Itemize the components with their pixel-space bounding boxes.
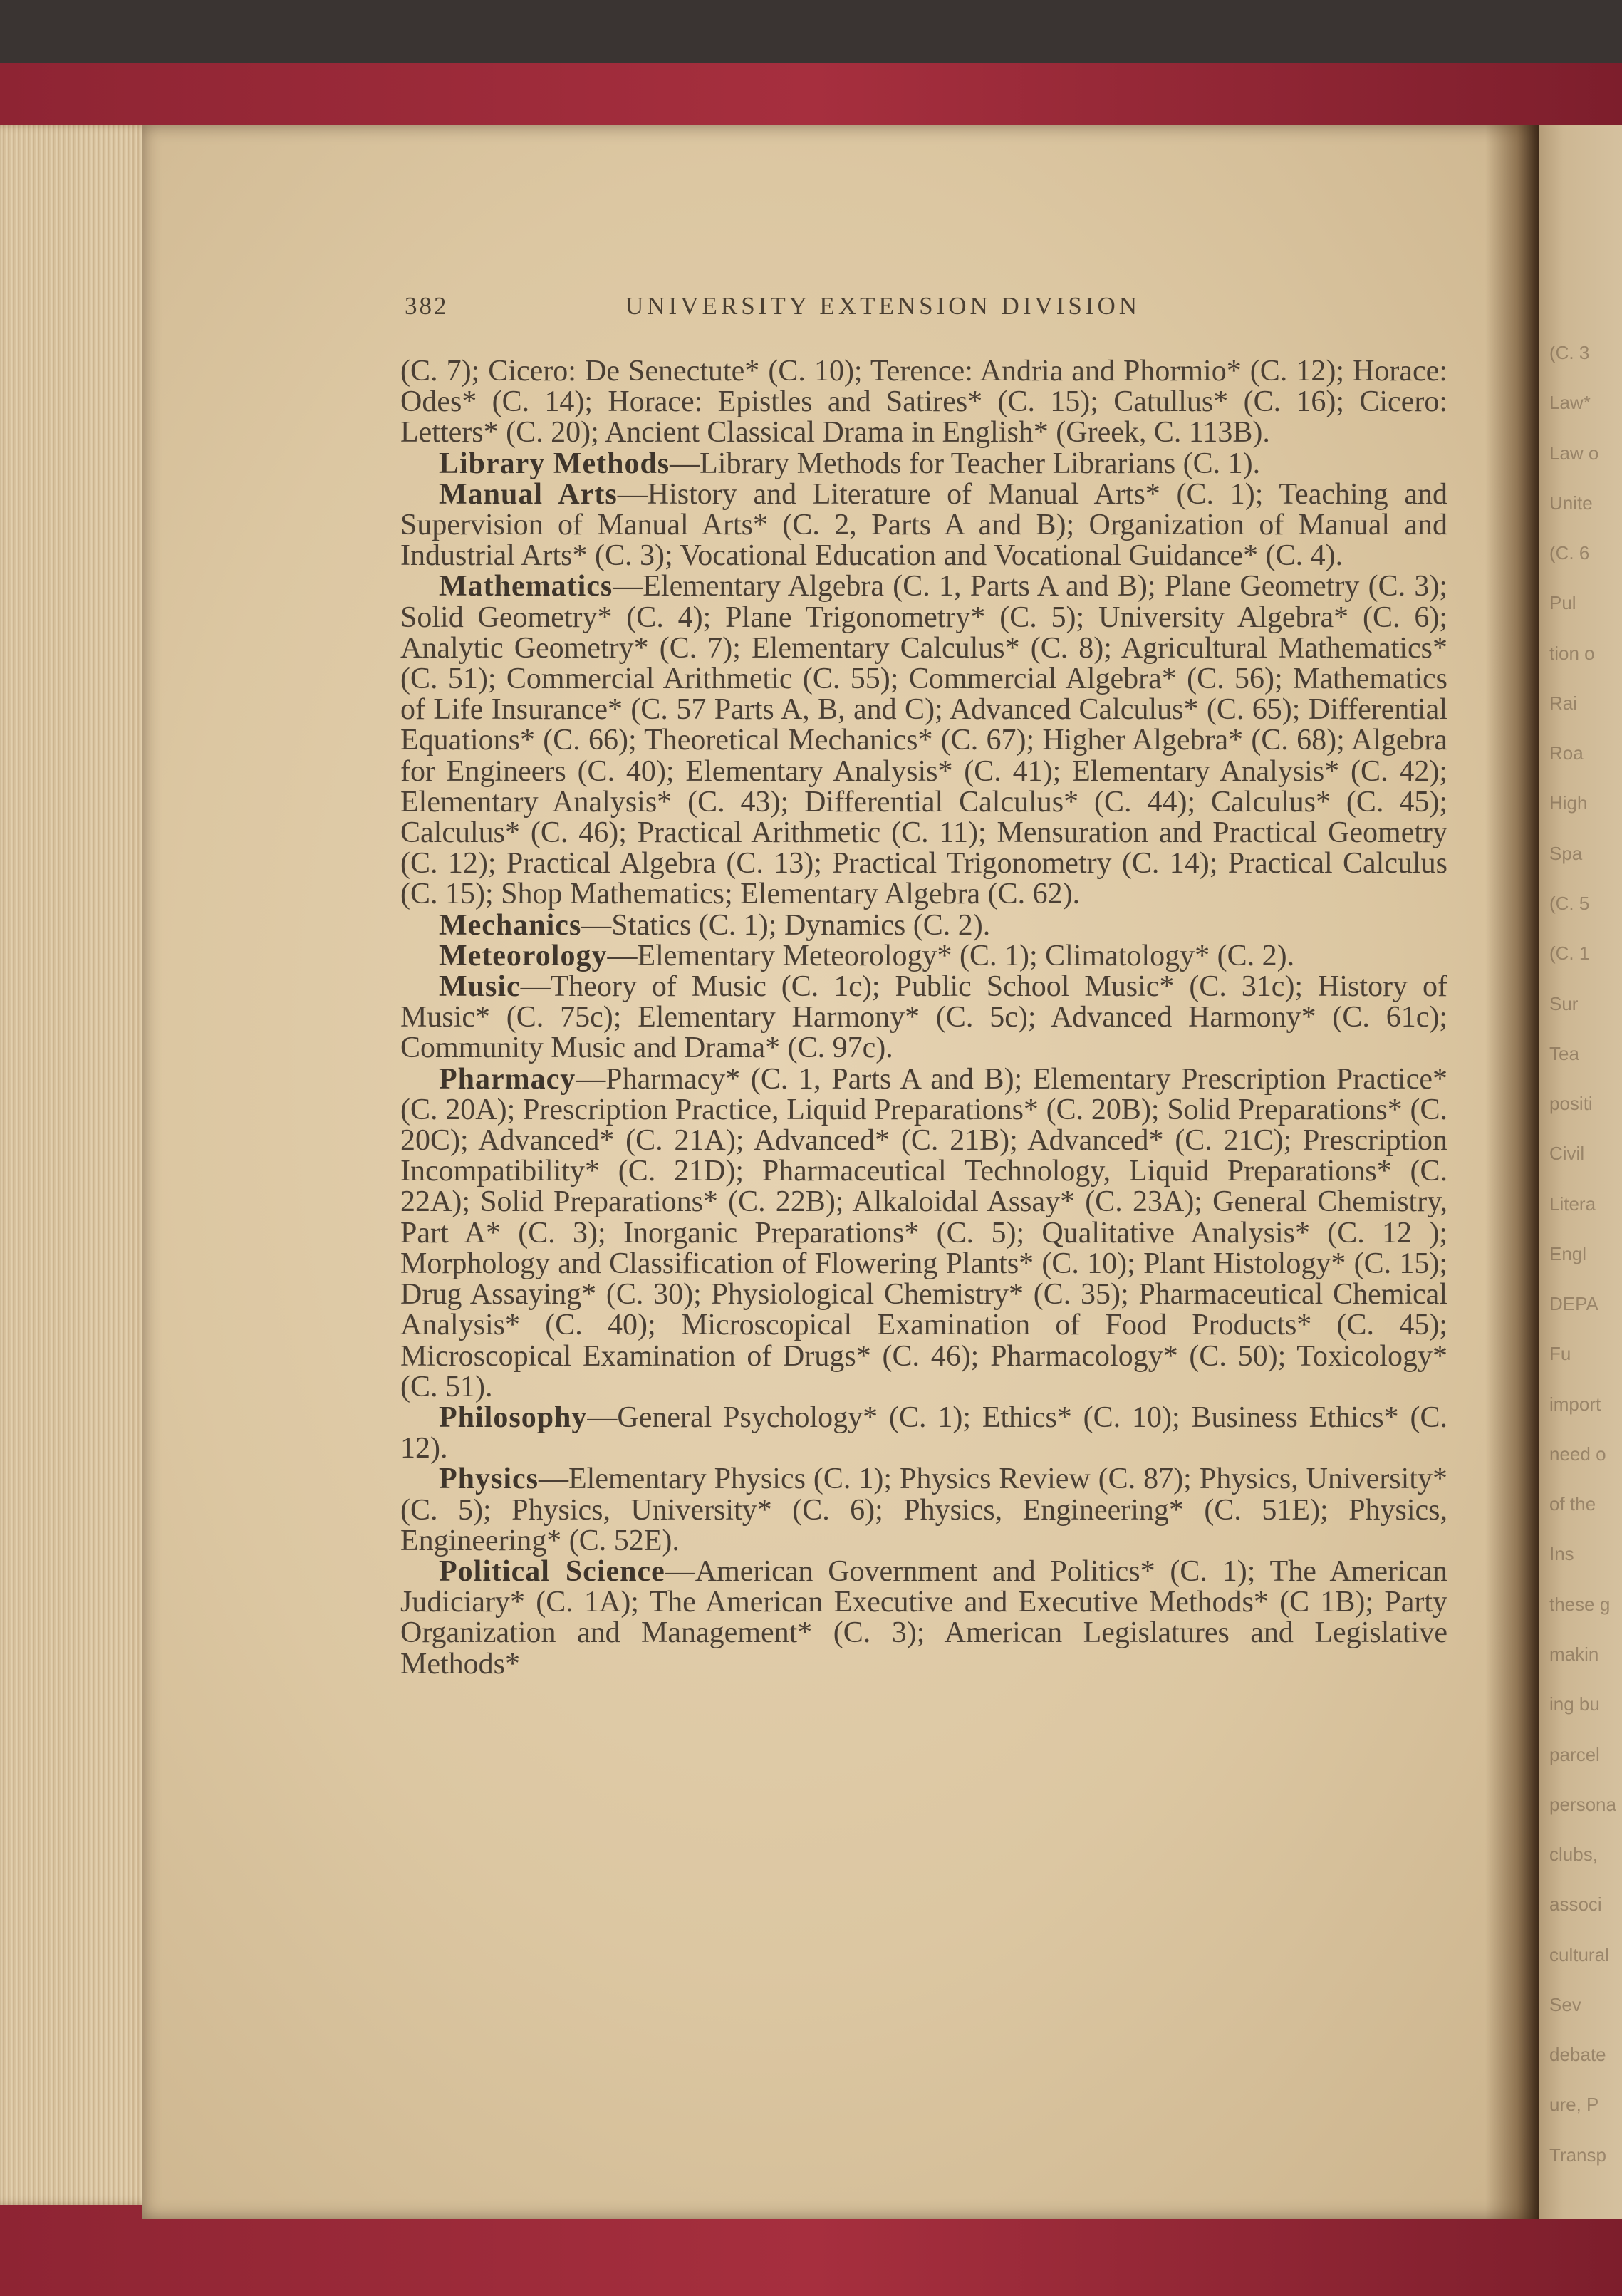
adjacent-page-fragment: (C. 5 [1549, 893, 1590, 914]
adjacent-page-fragment: ure, P [1549, 2094, 1599, 2115]
adjacent-page-fragment: DEPA [1549, 1293, 1598, 1314]
subject-heading: Political Science [439, 1554, 665, 1588]
adjacent-page-fragment: (C. 1 [1549, 942, 1590, 964]
paragraph [400, 972, 1447, 1064]
adjacent-page-fragment: cultural [1549, 1944, 1609, 1965]
subject-heading: Meteorology [439, 939, 608, 972]
paragraph-text: —Elementary Physics (C. 1); Physics Review (C. 87); Physics, University* (C. 5); Physics, University* (C. 6); Physics, Engineering* (C. 51E); Physics, Engineering* (C. 52E). [400, 1463, 1447, 1557]
adjacent-page-fragment: makin [1549, 1643, 1599, 1665]
subject-heading: Pharmacy [439, 1062, 576, 1096]
adjacent-page-fragment: Rai [1549, 692, 1578, 714]
page-gutter [1485, 125, 1539, 2219]
paragraph [400, 1403, 1447, 1464]
paragraph [400, 910, 1447, 941]
paragraph-text: —Elementary Algebra (C. 1, Parts A and B); Plane Geometry (C. 3); Solid Geometry* (C. 4); Plane Trigonometry* (C. 5); University Algebra* (C. 6); Analytic Geometry* (C. 7); Elementary Calculus* (C. 8); Agricultural Mathematics* (C. 51); Commercial Arithmetic (C. 55); Commercial Algebra* (C. 56); Mathematics of Life Insurance* (C. 57 Parts A, B, and C); Advanced Calculus* (C. 65); Differential Equations* (C. 66); Theoretical Mechanics* (C. 67); Higher Algebra* (C. 68); Algebra for Engineers (C. 40); Elementary Analysis* (C. 41); Elementary Analysis* (C. 42); Elementary Analysis* (C. 43); Differential Calculus* (C. 44); Calculus* (C. 45); Calculus* (C. 46); Practical Arithmetic (C. 11); Mensuration and Practical Geometry (C. 12); Practical Algebra (C. 13); Practical Trigonometry (C. 14); Practical Calculus (C. 15); Shop Mathematics; Elementary Algebra (C. 62). [400, 570, 1447, 911]
adjacent-page-fragment: Roa [1549, 742, 1584, 764]
paragraph [400, 1464, 1447, 1557]
subject-heading: Mathematics [439, 570, 613, 603]
page-number: 382 [405, 292, 449, 320]
adjacent-page-fragment: High [1549, 792, 1588, 814]
paragraph [400, 449, 1447, 479]
paragraph-text: —Library Methods for Teacher Librarians (C. 1). [670, 447, 1261, 480]
adjacent-page-fragment: Tea [1549, 1043, 1579, 1064]
subject-heading: Mechanics [439, 908, 582, 942]
paragraph [400, 941, 1447, 972]
body-text [400, 356, 1447, 1680]
paragraph [400, 479, 1447, 572]
adjacent-page-fragment: (C. 3 [1549, 342, 1590, 363]
adjacent-page-fragment: need o [1549, 1443, 1606, 1465]
adjacent-page-fragment: positi [1549, 1093, 1593, 1114]
adjacent-page-fragment: Transp [1549, 2144, 1606, 2166]
adjacent-page-fragment: (C. 6 [1549, 542, 1590, 563]
paragraph-text: —Theory of Music (C. 1c); Public School Music* (C. 31c); History of Music* (C. 75c); Elementary Harmony* (C. 5c); Advanced Harmony* (C. 61c); Community Music and Drama* (C. 97c). [400, 970, 1447, 1065]
adjacent-page-fragment: clubs, [1549, 1844, 1598, 1865]
running-header [405, 292, 1447, 321]
adjacent-page-fragment: Law* [1549, 392, 1591, 413]
adjacent-page-fragment: these g [1549, 1594, 1611, 1615]
paragraph-text: (C. 7); Cicero: De Senectute* (C. 10); Terence: Andria and Phormio* (C. 12); Horace: Odes* (C. 14); Horace: Epistles and Satires* (C. 15); Catullus* (C. 16); Cicero: Letters* (C. 20); Ancient Classical Drama in English* (Greek, C. 113B). [400, 355, 1447, 450]
adjacent-page-fragment: debate [1549, 2044, 1606, 2065]
paragraph-text: —History and Literature of Manual Arts* (C. 1); Teaching and Supervision of Manual Arts* (C. 2, Parts A and B); Organization of Manual and Industrial Arts* (C. 3); Vocational Education and Vocational Guidance* (C. 4). [400, 477, 1447, 573]
paragraph [400, 571, 1447, 910]
adjacent-page-fragment: parcel [1549, 1744, 1600, 1765]
adjacent-page-fragment: associ [1549, 1894, 1602, 1915]
paragraph-text: —American Government and Politics* (C. 1); The American Judiciary* (C. 1A); The American Executive and Executive Methods* (C 1B); Party Organization and Management* (C. 3); American Legislatures and Legislative Methods* [400, 1554, 1447, 1681]
adjacent-page-fragment: Spa [1549, 843, 1583, 864]
running-title: UNIVERSITY EXTENSION DIVISION [625, 292, 1141, 320]
adjacent-page-fragment: persona [1549, 1794, 1616, 1815]
paragraph [400, 356, 1447, 449]
adjacent-page-fragment: ing bu [1549, 1693, 1600, 1715]
adjacent-page-fragment: import [1549, 1393, 1601, 1415]
paragraph-text: —General Psychology* (C. 1); Ethics* (C. 10); Business Ethics* (C. 12). [400, 1401, 1447, 1465]
adjacent-page-fragment: of the [1549, 1493, 1596, 1515]
adjacent-page-fragment: Ins [1549, 1543, 1574, 1564]
adjacent-page-fragment: Civil [1549, 1143, 1585, 1164]
subject-heading: Philosophy [439, 1401, 588, 1434]
subject-heading: Library Methods [439, 447, 670, 480]
adjacent-page-fragment: Law o [1549, 442, 1599, 464]
adjacent-page-fragment: tion o [1549, 643, 1595, 664]
subject-heading: Manual Arts [439, 477, 618, 511]
adjacent-page-fragment: Engl [1549, 1243, 1587, 1264]
paragraph [400, 1064, 1447, 1403]
adjacent-page-fragment: Litera [1549, 1193, 1596, 1215]
adjacent-page-fragment: Pul [1549, 592, 1576, 613]
paragraph-text: —Pharmacy* (C. 1, Parts A and B); Elementary Prescription Practice* (C. 20A); Prescription Practice, Liquid Preparations* (C. 20B); Solid Preparations* (C. 20C); Advanced* (C. 21A); Advanced* (C. 21B); Advanced* (C. 21C); Prescription Incompatibility* (C. 21D); Pharmaceutical Technology, Liquid Preparations* (C. 22A); Solid Preparations* (C. 22B); Alkaloidal Assay* (C. 23A); General Chemistry, Part A* (C. 3); Inorganic Preparations* (C. 5); Qualitative Analysis* (C. 12 ); Morphology and Classification of Flowering Plants* (C. 10); Plant Histology* (C. 15); Drug Assaying* (C. 30); Physiological Chemistry* (C. 35); Pharmaceutical Chemical Analysis* (C. 40); Microscopical Examination of Food Products* (C. 45); Microscopical Examination of Drugs* (C. 46); Pharmacology* (C. 50); Toxicology* (C. 51). [400, 1062, 1447, 1403]
adjacent-page-fragment: Fu [1549, 1343, 1571, 1364]
subject-heading: Physics [439, 1463, 539, 1496]
paragraph-text: —Statics (C. 1); Dynamics (C. 2). [581, 908, 991, 942]
adjacent-page-fragment: Unite [1549, 492, 1593, 514]
paragraph-text: —Elementary Meteorology* (C. 1); Climatology* (C. 2). [607, 939, 1295, 972]
adjacent-page-fragment: Sur [1549, 993, 1579, 1014]
paragraph [400, 1554, 1447, 1681]
subject-heading: Music [439, 970, 521, 1004]
adjacent-page-fragment: Sev [1549, 1994, 1581, 2015]
